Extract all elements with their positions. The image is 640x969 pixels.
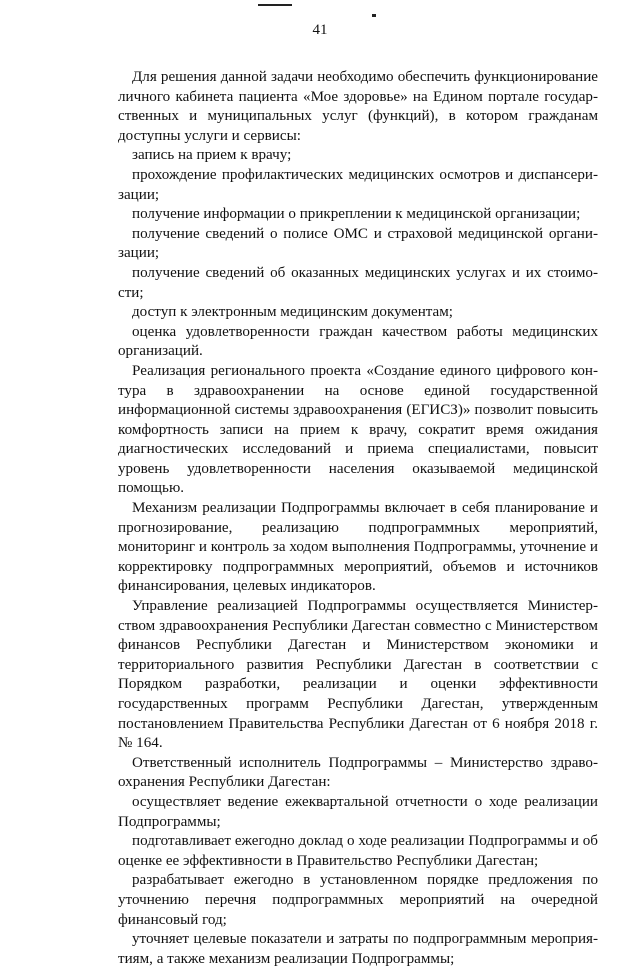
list-item: подготавливает ежегодно доклад о ходе реализации Подпрограммы и об оценке ее эффективности в Правительство Республики Дагестан; [118, 833, 598, 869]
list-item: получение информации о прикреплении к медицинской организации; [132, 206, 581, 223]
list-item: оценка удовлетворенности граждан качеством работы медицинских организаций. [118, 323, 598, 360]
paragraph: Механизм реализации Подпрограммы включает в себя планирование и прогнозирование, реализацию подпрограммных мероприятий, мониторинг и контроль за ходом выполнения Подпрограммы, уточнение и корректировку подпрограммных мероприятий, объемов и источников финансирования, целевых индикаторов. [118, 500, 598, 595]
list-item: прохождение профилактических медицинских осмотров и диспансеризации; [118, 166, 598, 203]
paragraph: Управление реализацией Подпрограммы осуществляется Министерством здравоохранения Республики Дагестан совместно с Министерством финансов Республики Дагестан и Министерством экономики и территориального развития Республики Дагестан в соответствии с Порядком разработки, реализации и оценки эффективности государственных программ Республики Дагестан, утвержденным постановлением Правительства Республики Дагестан от 6 ноября 2018 г. № 164. [118, 598, 598, 752]
paragraph: Ответственный исполнитель Подпрограммы – Министерство здравоохранения Республики Дагестан: [118, 754, 598, 791]
scan-artifact [258, 4, 292, 6]
paragraph: Реализация регионального проекта «Создание единого цифрового контура в здравоохранении на основе единой государственной информационной системы здравоохранения (ЕГИСЗ)» позволит повысить комфортность записи на прием к врачу, сократит время ожидания диагностических исследований и приема специалистами, повысит уровень удовлетворенности населения оказываемой медицинской помощью. [118, 362, 598, 497]
list-item: уточняет целевые показатели и затраты по подпрограммным мероприятиям, а также механизм реализации Подпрограммы; [118, 931, 598, 967]
scan-artifact [372, 14, 376, 17]
list-item: осуществляет ведение ежеквартальной отчетности о ходе реализации Подпрограммы; [118, 793, 598, 830]
list-item: доступ к электронным медицинским документам; [132, 304, 453, 321]
document-body [118, 68, 598, 969]
list-item: запись на прием к врачу; [132, 147, 292, 164]
list-item: получение сведений о полисе ОМС и страховой медицинской организации; [118, 225, 598, 262]
page-number: 41 [312, 22, 328, 38]
paragraph: Для решения данной задачи необходимо обеспечить функционирование личного кабинета пациента «Мое здоровье» на Едином портале государственных и муниципальных услуг (функций), в котором гражданам доступны услуги и сервисы: [118, 69, 598, 144]
list-item: разрабатывает ежегодно в установленном порядке предложения по уточнению перечня подпрограммных мероприятий на очередной финансовый год; [118, 872, 598, 928]
list-item: получение сведений об оказанных медицинских услугах и их стоимости; [118, 264, 598, 301]
